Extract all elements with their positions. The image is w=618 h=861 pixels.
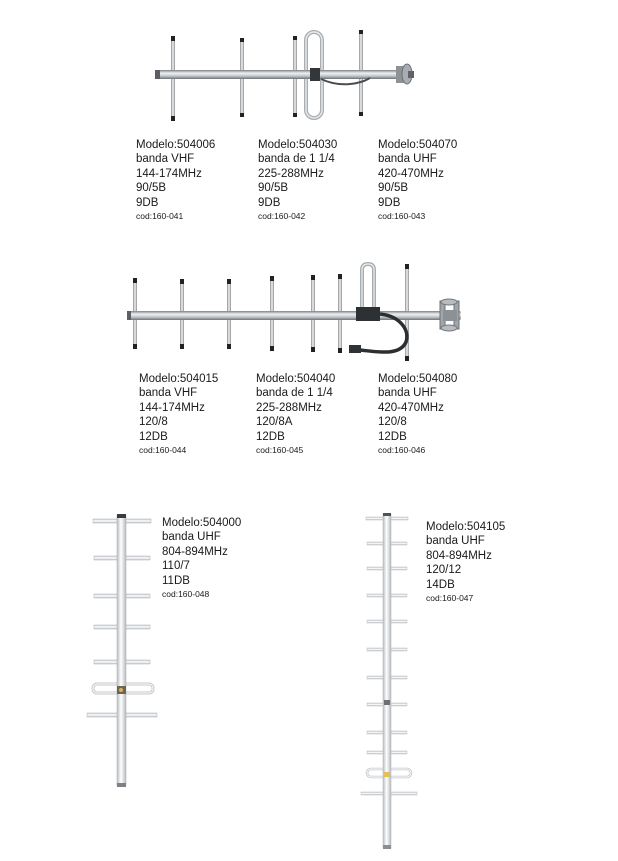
spec-504040 (256, 372, 335, 456)
spec-504030 (258, 138, 337, 222)
band-label: banda de 1 1/4 (258, 153, 335, 166)
code-label: cod:160-041 (136, 211, 184, 222)
gain-label: 9DB (136, 196, 159, 209)
frequency-label: 420-470MHz (378, 401, 444, 414)
gain-label: 12DB (256, 430, 285, 443)
gain-label: 11DB (162, 574, 190, 587)
code-label: cod:160-047 (426, 593, 474, 604)
spec-a-label: 120/8 (378, 416, 407, 429)
code-label: cod:160-044 (139, 445, 187, 456)
spec-504105 (426, 520, 505, 604)
frequency-label: 225-288MHz (256, 401, 322, 414)
spec-a-label: 120/8 (139, 416, 168, 429)
spec-504015 (139, 372, 218, 456)
frequency-label: 144-174MHz (139, 401, 205, 414)
spec-504000 (162, 516, 241, 600)
spec-a-label: 120/8A (256, 416, 293, 429)
gain-label: 9DB (378, 196, 401, 209)
band-label: banda de 1 1/4 (256, 387, 333, 400)
gain-label: 12DB (139, 430, 168, 443)
spec-a-label: 90/5B (136, 182, 167, 195)
model-label: Modelo:504015 (139, 373, 219, 385)
gain-label: 9DB (258, 196, 281, 209)
spec-504080 (378, 372, 457, 456)
code-label: cod:160-045 (256, 445, 304, 456)
band-label: banda VHF (139, 387, 198, 400)
code-label: cod:160-046 (378, 445, 426, 456)
band-label: banda VHF (136, 153, 195, 166)
gain-label: 14DB (426, 578, 455, 591)
frequency-label: 144-174MHz (136, 167, 202, 180)
code-label: cod:160-048 (162, 589, 210, 600)
frequency-label: 225-288MHz (258, 167, 324, 180)
spec-a-label: 120/12 (426, 564, 462, 577)
model-label: Modelo:504006 (136, 139, 216, 151)
spec-a-label: 90/5B (378, 182, 409, 195)
spec-504070 (378, 138, 457, 222)
model-label: Modelo:504070 (378, 139, 458, 151)
model-label: Modelo:504000 (162, 517, 242, 529)
model-label: Modelo:504030 (258, 139, 338, 151)
model-label: Modelo:504080 (378, 373, 458, 385)
frequency-label: 804-894MHz (426, 549, 492, 562)
band-label: banda UHF (426, 535, 485, 548)
spec-a-label: 90/5B (258, 182, 289, 195)
code-label: cod:160-043 (378, 211, 426, 222)
spec-a-label: 110/7 (162, 560, 190, 573)
band-label: banda UHF (378, 387, 437, 400)
model-label: Modelo:504105 (426, 521, 506, 533)
gain-label: 12DB (378, 430, 407, 443)
frequency-label: 804-894MHz (162, 545, 228, 558)
code-label: cod:160-042 (258, 211, 306, 222)
band-label: banda UHF (378, 153, 437, 166)
frequency-label: 420-470MHz (378, 167, 444, 180)
band-label: banda UHF (162, 531, 221, 544)
model-label: Modelo:504040 (256, 373, 336, 385)
spec-504006 (136, 138, 215, 222)
